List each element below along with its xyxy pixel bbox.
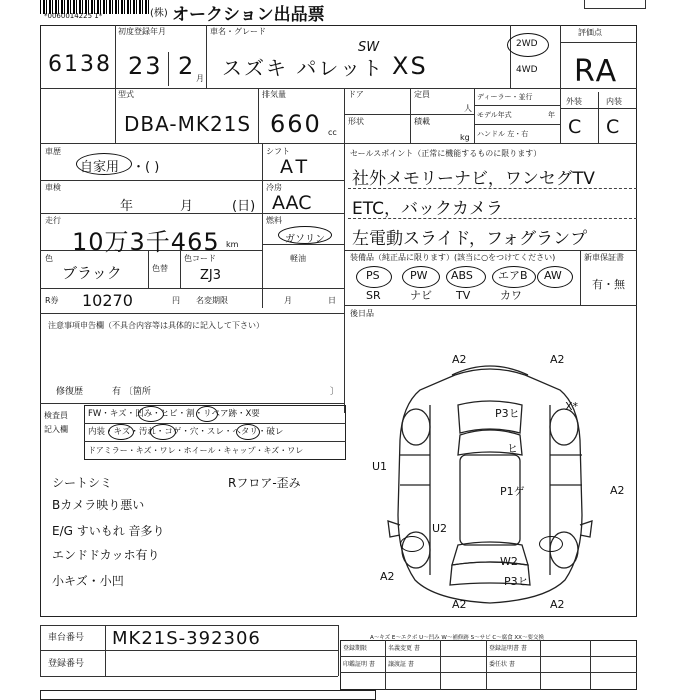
drive-2wd-circle [507,33,549,57]
equipment-label: 装備品（純正品に限ります）(該当に○をつけてください) [350,253,556,262]
registration-label: 初度登録年月 [118,27,166,36]
expiry-label: 名変期限 [196,296,228,305]
color-label: 色 [45,254,53,263]
warranty-value: 有・無 [592,278,625,291]
recycle-unit: 円 [172,296,180,305]
sales-points-label: セールスポイント（正常に機能するものに限ります） [350,149,542,158]
inspector-circle-2 [196,406,218,422]
displacement-label: 排気量 [262,90,286,99]
model-year-label: モデル年式 [477,111,512,119]
exterior-grade: C [568,116,582,138]
usage-label: 車歴 [45,147,61,156]
mileage-unit: km [226,240,239,249]
hand-note-2: Bカメラ映り悪い [52,498,145,512]
inspector-row-2: 内装・キズ・汚れ・コゲ・穴・スレ・ヘタリ・破レ [88,427,284,437]
usage-suffix: ・( ) [132,160,160,175]
vehicle-name-label: 車名・グレード [210,27,266,36]
model-year-unit: 年 [548,111,555,119]
footer-col-2: 名義変更 書 [388,645,420,652]
usage-value: 自家用 [80,160,120,175]
chassis-value: MK21S-392306 [112,628,261,649]
repair-label: 修復歴 [56,387,84,397]
footer-col-5: 譲渡証 書 [388,661,414,668]
shaken-label: 車検 [45,183,61,192]
equipment-navi: ナビ [410,289,432,302]
equipment-airbag: エアB [498,269,528,282]
fuel-circle [278,226,332,244]
recycle-value: 10270 [82,291,133,310]
hand-note-3: E/G すいもれ 音多り [52,524,165,538]
hand-note-1b: Rフロア-歪み [228,476,301,490]
mark-hi-roof: ヒ [507,442,518,455]
mark-p1-mid: P1ゲ [500,485,525,498]
sales-point-1: 社外メモリーナビ，ワンセグTV [352,169,595,189]
model-label: 型式 [118,90,134,99]
repair-close: 〕 [330,387,340,397]
usage-circle [76,153,132,175]
registration-year: 23 [128,52,163,80]
corner-box [584,0,646,9]
interior-label: 内装 [606,97,622,106]
vehicle-name: スズキ パレット [222,56,385,80]
equipment-tv: TV [456,289,471,302]
chassis-label: 車台番号 [48,633,85,643]
aircon-label: 冷房 [266,183,282,192]
footer-col-4: 印鑑証明 書 [343,661,375,668]
bottom-strip [40,690,376,700]
equipment-pw: PW [410,269,428,282]
shift-value: AT [280,156,312,178]
diagram-legend-1: A～キズ E～エクボ U～凹み W～補修跡 S～サビ C～腐食 XX～要交換 [370,635,544,641]
color-change-label: 色替 [152,264,168,273]
car-damage-diagram [360,345,620,610]
mark-p3-top: P3ヒ [495,407,520,420]
equipment-aw-circle [537,266,573,288]
equipment-ps-circle [356,266,392,288]
aircon-value: AAC [272,192,312,214]
mileage-value: 10万3千465 [72,228,220,256]
capacity-unit: 人 [464,104,472,113]
mark-x-rear-right: X* [565,400,579,413]
equipment-ps: PS [366,269,380,282]
footer-col-6: 委任状 書 [489,661,515,668]
mark-a2-top-right: A2 [550,353,565,366]
drive-2wd: 2WD [516,39,538,49]
barcode-digits: *0060014225 1* [44,12,103,20]
mark-w2-front: W2 [500,555,518,568]
footer-col-3: 登録証明書 書 [489,645,527,652]
footer-col-1: 登録期限 [343,645,368,652]
inspector-row-1: FW・キズ・凹み・ヒビ・割・リペア跡・X要 [88,409,260,419]
mark-u1-left: U1 [372,460,388,473]
displacement-value: 660 [270,110,322,138]
title-prefix: (株) [150,8,168,19]
inspector-circle-3 [108,424,134,440]
color-value: ブラック [62,264,122,282]
shape-label: 形状 [348,117,364,126]
capacity-label: 定員 [414,90,430,99]
mark-a2-front-left: A2 [380,570,395,583]
color-code-value: ZJ3 [200,268,222,283]
fuel-value: ガソリン [285,234,325,245]
inspector-circle-4 [150,424,176,440]
oil-label: 軽油 [290,254,306,263]
registration-no-label: 登録番号 [48,659,85,669]
handle-label: ハンドル 左・右 [477,130,529,138]
notes-label: 注意事項申告欄（不具合内容等は具体的に記入して下さい） [48,321,264,330]
mark-a2-right: A2 [610,484,625,497]
inspector-label-2: 記入欄 [44,425,68,434]
exterior-label: 外装 [566,97,582,106]
after-fit-label: 後日品 [350,309,374,318]
hand-note-4: エンドドカッホ有り [52,548,160,562]
inspector-label-1: 検査員 [44,411,68,420]
mark-front-left-circle [400,536,424,552]
door-label: ドア [348,90,364,99]
mileage-label: 走行 [45,216,61,225]
equipment-abs: ABS [451,269,473,282]
shift-label: シフト [266,147,290,156]
equipment-sr: SR [366,289,381,302]
page-title: オークション出品票 [172,5,325,25]
registration-month-unit: 月 [196,74,204,83]
mark-a2-top-left: A2 [452,353,467,366]
mark-a2-bottom-right: A2 [550,598,565,611]
recycle-label: R券 [45,296,59,305]
mark-u2-left: U2 [432,522,448,535]
shaken-month: 月 [180,199,194,214]
mark-a2-bottom-left: A2 [452,598,467,611]
grade-label: 評価点 [578,28,602,37]
registration-month: 2 [178,52,196,80]
load-unit: kg [460,133,470,142]
sales-point-3: 左電動スライド，フォグランプ [352,229,588,249]
grade-score: RA [574,54,619,89]
load-label: 積載 [414,117,430,126]
equipment-pw-circle [402,266,440,288]
shaken-day: (日) [232,199,256,214]
new-car-warranty-label: 新車保証書 [584,253,624,262]
fuel-label: 燃料 [266,216,282,225]
expiry-month: 月 [284,296,292,305]
interior-grade: C [606,116,620,138]
vehicle-grade: XS [392,52,428,80]
inspector-row-3: ドアミラー・キズ・ワレ・ホイール・キャップ・キズ・ワレ [88,446,304,455]
expiry-day: 日 [328,296,336,305]
inspector-circle-5 [236,424,260,440]
mark-front-right-circle [539,536,563,552]
dealer-label: ディーラー・並行 [477,93,533,101]
mark-p3-front: P3ヒ [504,575,529,588]
equipment-abs-circle [446,266,486,288]
hand-note-5: 小キズ・小凹 [52,574,124,588]
displacement-unit: cc [328,128,337,137]
lot-number: 6138 [48,52,112,77]
drive-4wd: 4WD [516,65,538,75]
sales-point-2: ETC，バックカメラ [352,199,503,219]
equipment-airbag-circle [492,266,536,288]
inspector-circle-1 [138,406,164,422]
model-value: DBA-MK21S [124,112,252,136]
shaken-year: 年 [120,199,134,214]
equipment-leather: カワ [500,289,522,302]
color-code-label: 色コード [184,254,216,263]
equipment-aw: AW [544,269,562,282]
repair-value: 有 〔箇所 [112,387,151,397]
hand-note-1: シートシミ [52,476,113,490]
vehicle-sw-note: SW [358,40,380,55]
